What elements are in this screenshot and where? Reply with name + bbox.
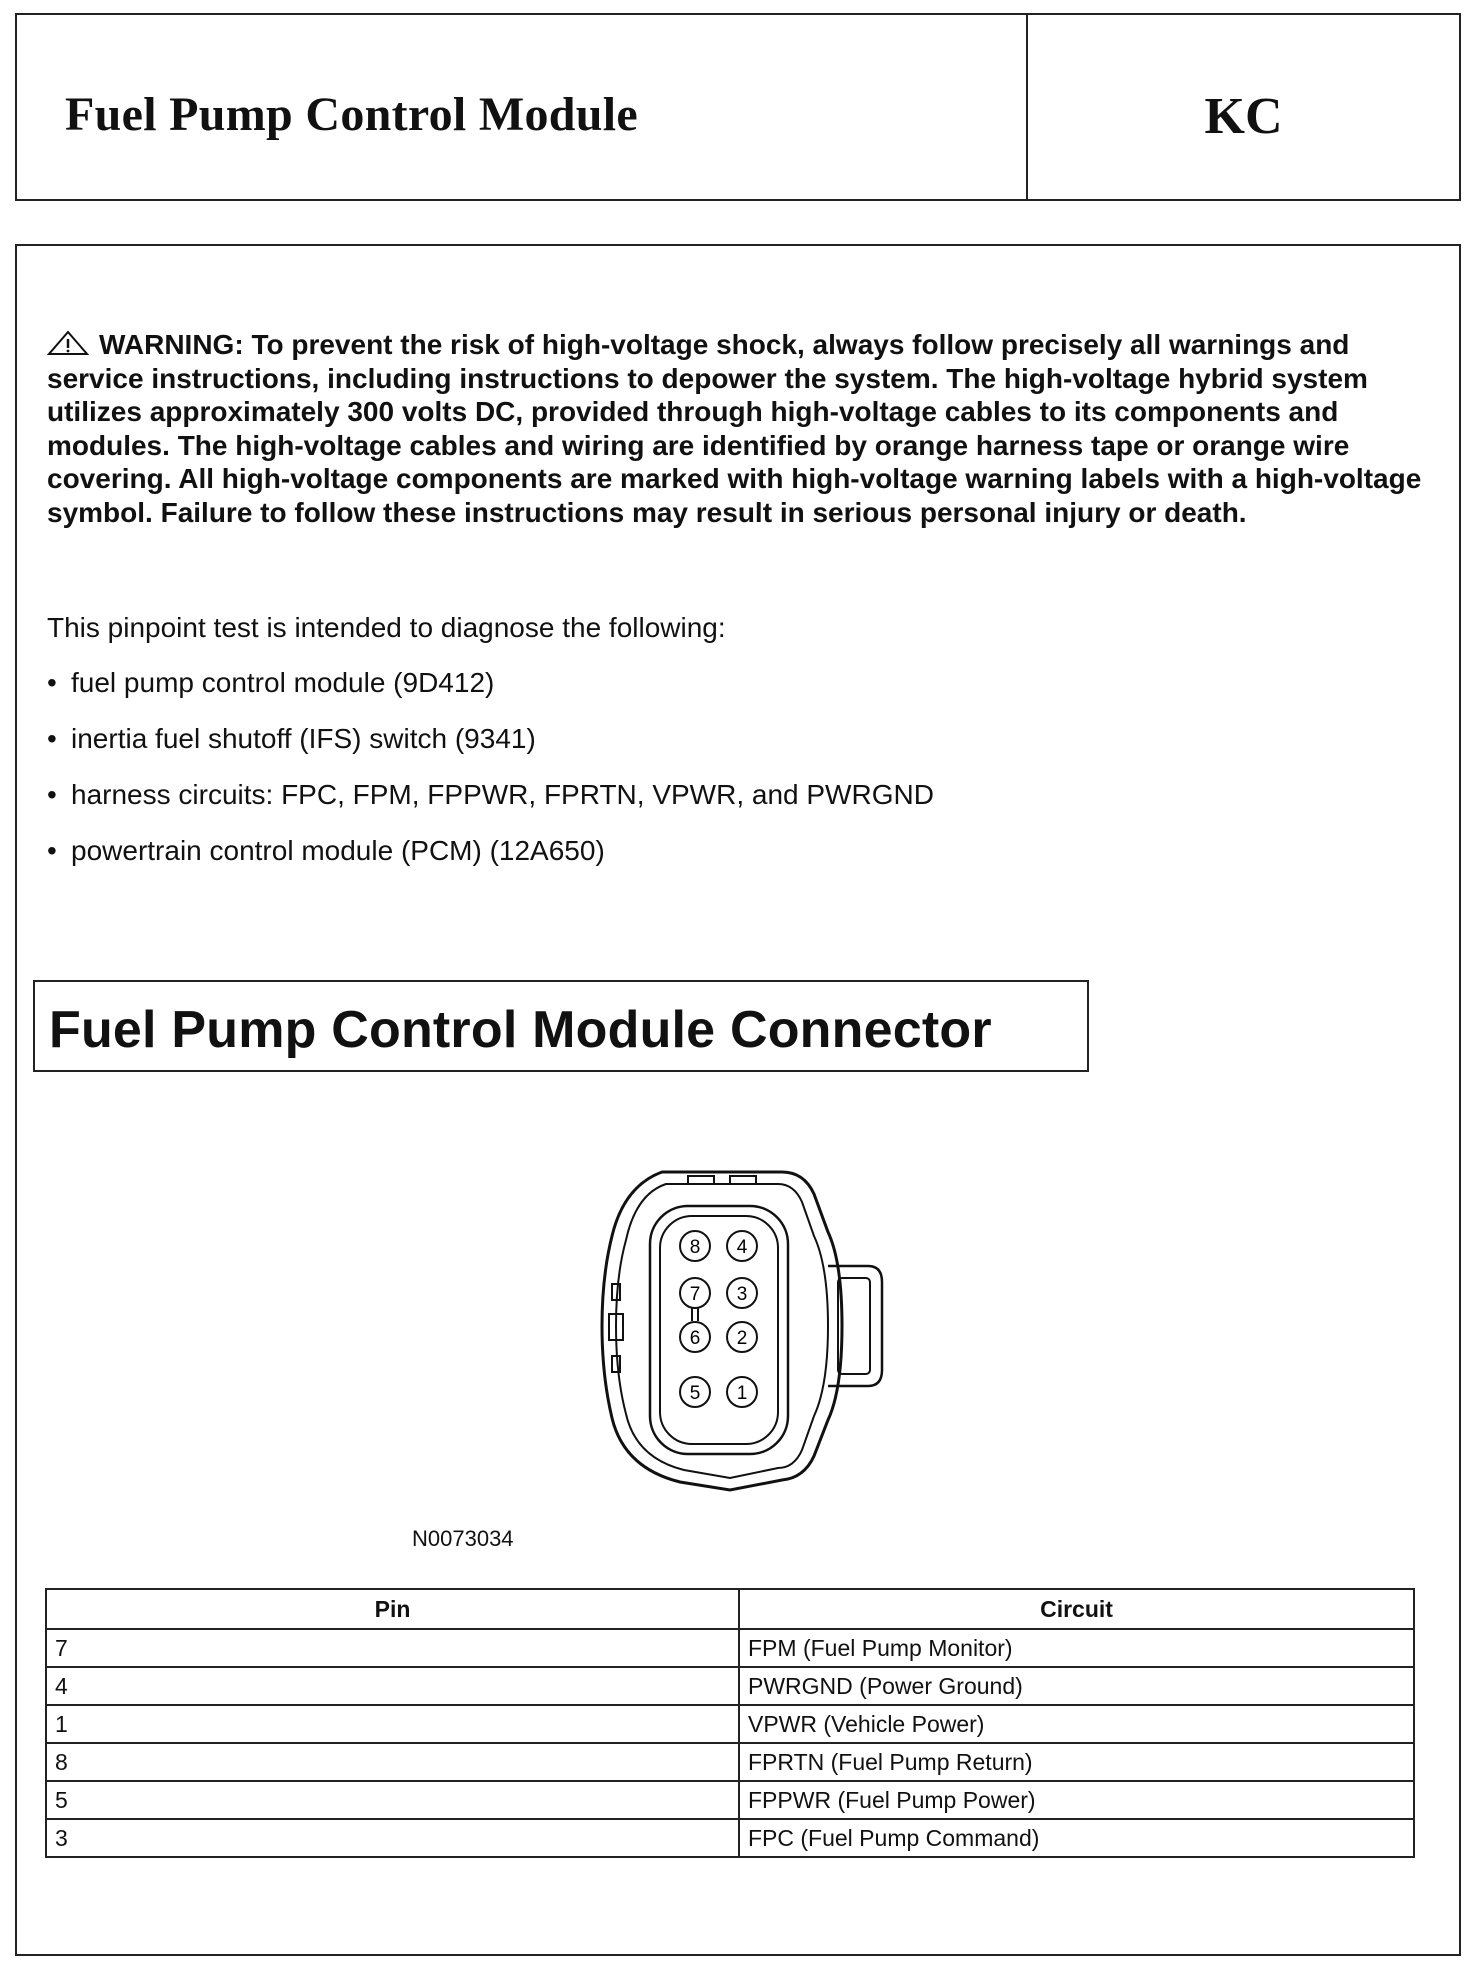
pin-circuit-table <box>45 1588 1415 1858</box>
pin-label: 4 <box>736 1237 748 1258</box>
warning-triangle-icon <box>47 330 89 356</box>
connector-housing-inner <box>616 1184 828 1478</box>
circuit-cell: FPPWR (Fuel Pump Power) <box>739 1781 1414 1819</box>
pin-cell: 7 <box>46 1629 739 1667</box>
pin-cavity <box>727 1377 757 1407</box>
list-item: • powertrain control module (PCM) (12A650) <box>47 835 605 866</box>
connector-diagram <box>592 1166 892 1496</box>
diagnosis-list <box>47 666 934 890</box>
table-header-row <box>46 1589 1414 1629</box>
pin-cavity <box>680 1377 710 1407</box>
connector-cavity-inner <box>660 1216 778 1444</box>
content-box <box>15 244 1461 1956</box>
pin-cell: 8 <box>46 1743 739 1781</box>
header-box <box>15 13 1461 201</box>
section-code: KC <box>1204 88 1283 145</box>
column-header-circuit: Circuit <box>739 1589 1414 1629</box>
document-title: Fuel Pump Control Module <box>65 88 639 141</box>
list-item: • inertia fuel shutoff (IFS) switch (9341) <box>47 723 536 754</box>
warning-label: WARNING: <box>99 329 244 360</box>
circuit-cell: PWRGND (Power Ground) <box>739 1667 1414 1705</box>
connector-heading: Fuel Pump Control Module Connector <box>49 1001 992 1059</box>
pin-cavity <box>680 1322 710 1352</box>
pin-cell: 5 <box>46 1781 739 1819</box>
table-row <box>46 1667 1414 1705</box>
pin-cavity <box>680 1278 710 1308</box>
pin-cell: 3 <box>46 1819 739 1857</box>
connector-cavity-outer <box>650 1206 788 1454</box>
connector-locking-tab <box>828 1266 882 1386</box>
pin-label: 5 <box>689 1383 701 1404</box>
pin-cavity <box>727 1231 757 1261</box>
column-header-pin: Pin <box>46 1589 739 1629</box>
pin-label: 2 <box>736 1328 748 1349</box>
pin-label: 7 <box>689 1284 701 1305</box>
pin-cell: 4 <box>46 1667 739 1705</box>
intro-text: This pinpoint test is intended to diagnose the following: <box>47 612 726 643</box>
pin-cavity <box>680 1231 710 1261</box>
warning-block <box>47 328 1437 529</box>
list-item: • harness circuits: FPC, FPM, FPPWR, FPRTN, VPWR, and PWRGND <box>47 779 934 810</box>
pin-cell: 1 <box>46 1705 739 1743</box>
table-row <box>46 1705 1414 1743</box>
table-row <box>46 1743 1414 1781</box>
circuit-cell: FPC (Fuel Pump Command) <box>739 1819 1414 1857</box>
figure-id: N0073034 <box>412 1526 514 1551</box>
pin-label: 6 <box>689 1328 701 1349</box>
pin-cavity <box>727 1322 757 1352</box>
pin-label: 3 <box>736 1284 748 1305</box>
circuit-cell: VPWR (Vehicle Power) <box>739 1705 1414 1743</box>
circuit-cell: FPM (Fuel Pump Monitor) <box>739 1629 1414 1667</box>
pin-label: 8 <box>689 1237 701 1258</box>
pin-cavity <box>727 1278 757 1308</box>
list-item: • fuel pump control module (9D412) <box>47 667 495 698</box>
connector-heading-box <box>33 980 1089 1072</box>
connector-top-notch <box>688 1176 756 1184</box>
table-row <box>46 1781 1414 1819</box>
warning-text: To prevent the risk of high-voltage shock, always follow precisely all warnings and service instructions, including instructions to depower the system. The high-voltage hybrid system utilizes approximately 300 volts DC, provided through high-voltage cables to its components and modules. The high-voltage cables and wiring are identified by orange harness tape or orange wire covering. All high-voltage components are marked with high-voltage warning labels with a high-voltage symbol. Failure to follow these instructions may result in serious personal injury or death. <box>47 329 1422 528</box>
table-row <box>46 1819 1414 1857</box>
table-row <box>46 1629 1414 1667</box>
pin-label: 1 <box>736 1383 748 1404</box>
circuit-cell: FPRTN (Fuel Pump Return) <box>739 1743 1414 1781</box>
